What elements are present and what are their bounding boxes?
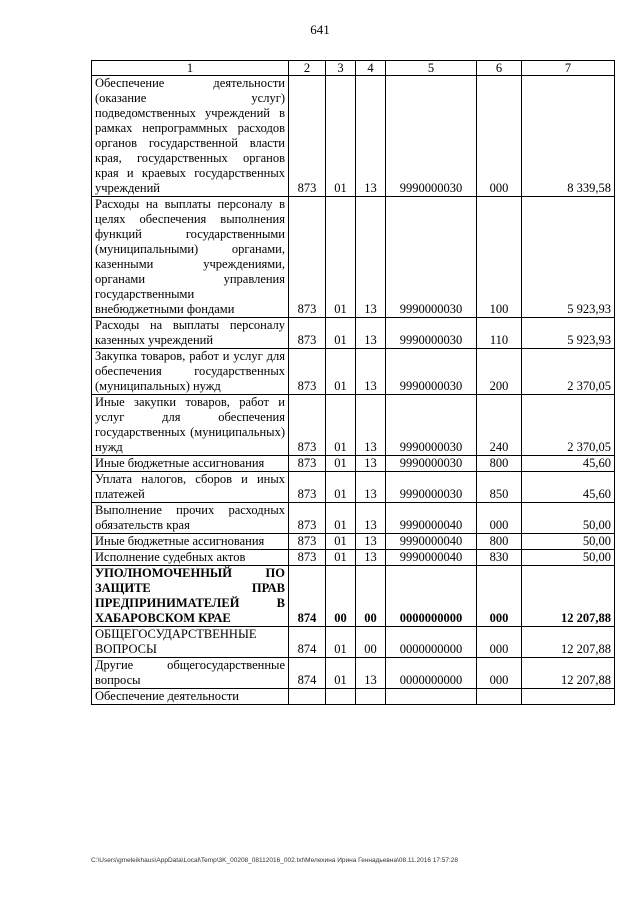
cell-admin-code: 874 [289,566,326,627]
cell-target-article: 9990000040 [386,503,477,534]
table-row [92,503,615,534]
table-row [92,658,615,689]
cell-target-article: 0000000000 [386,566,477,627]
row-name: Другие общегосударственные вопросы [92,658,289,689]
cell-subsection: 00 [356,566,386,627]
table-row [92,472,615,503]
table-row [92,566,615,627]
cell-amount: 45,60 [522,456,615,472]
cell-target-article: 9990000040 [386,534,477,550]
cell-section: 01 [326,197,356,318]
cell-section: 01 [326,534,356,550]
cell-section: 01 [326,318,356,349]
row-name: Закупка товаров, работ и услуг для обеспечения государственных (муниципальных) нужд [92,349,289,395]
row-name: Иные бюджетные ассигнования [92,456,289,472]
row-name: Обеспечение деятельности (оказание услуг) подведомственных учреждений в рамках непрограммных расходов органов государственной власти края, государственных органов края и краевых государственных учреждений [92,76,289,197]
cell-amount: 5 923,93 [522,318,615,349]
row-name: Расходы на выплаты персоналу казенных учреждений [92,318,289,349]
cell-expense-type: 000 [477,658,522,689]
cell-admin-code: 873 [289,472,326,503]
table-row [92,197,615,318]
cell-amount: 12 207,88 [522,658,615,689]
cell-amount: 2 370,05 [522,349,615,395]
table-row [92,318,615,349]
cell-expense-type: 850 [477,472,522,503]
cell-expense-type: 800 [477,534,522,550]
cell-section: 01 [326,472,356,503]
cell-amount: 2 370,05 [522,395,615,456]
cell-amount: 8 339,58 [522,76,615,197]
cell-admin-code: 873 [289,349,326,395]
cell-expense-type: 830 [477,550,522,566]
column-header: 5 [386,61,477,76]
cell-target-article: 9990000030 [386,197,477,318]
cell-subsection: 13 [356,76,386,197]
cell-subsection: 13 [356,658,386,689]
cell-subsection: 00 [356,627,386,658]
cell-section: 00 [326,566,356,627]
cell-target-article: 9990000030 [386,395,477,456]
row-name: ОБЩЕГОСУДАРСТВЕННЫЕ ВОПРОСЫ [92,627,289,658]
cell-subsection: 13 [356,456,386,472]
cell-target-article: 9990000030 [386,349,477,395]
cell-expense-type: 000 [477,566,522,627]
row-name: Обеспечение деятельности [92,689,289,705]
cell-target-article: 9990000030 [386,472,477,503]
table-row [92,349,615,395]
cell-target-article: 9990000030 [386,456,477,472]
table-row [92,76,615,197]
cell-target-article: 9990000030 [386,76,477,197]
column-header: 1 [92,61,289,76]
cell-amount: 45,60 [522,472,615,503]
column-header: 3 [326,61,356,76]
cell-subsection: 13 [356,550,386,566]
cell-subsection: 13 [356,395,386,456]
cell-amount: 5 923,93 [522,197,615,318]
row-name: Иные закупки товаров, работ и услуг для обеспечения государственных (муниципальных) нужд [92,395,289,456]
cell-target-article: 0000000000 [386,658,477,689]
cell-subsection: 13 [356,472,386,503]
column-header: 4 [356,61,386,76]
cell-section: 01 [326,627,356,658]
column-header: 2 [289,61,326,76]
cell-expense-type: 240 [477,395,522,456]
cell-admin-code: 874 [289,658,326,689]
table-row [92,395,615,456]
cell-section: 01 [326,503,356,534]
cell-admin-code: 873 [289,456,326,472]
table-row [92,550,615,566]
cell-subsection: 13 [356,197,386,318]
column-header: 7 [522,61,615,76]
cell-amount: 12 207,88 [522,566,615,627]
cell-admin-code: 873 [289,503,326,534]
cell-expense-type: 200 [477,349,522,395]
cell-subsection: 13 [356,503,386,534]
footer-file-path: C:\Users\gmeleikhaus\AppData\Local\Temp\3K_00208_08112016_002.txt\Мелехина Ирина Геннадьевна\08.11.2016 17:57:28 [91,857,459,864]
cell-section: 01 [326,658,356,689]
cell-admin-code: 873 [289,318,326,349]
cell-target-article [386,689,477,705]
cell-admin-code: 873 [289,534,326,550]
cell-admin-code: 873 [289,395,326,456]
cell-section: 01 [326,349,356,395]
cell-section: 01 [326,76,356,197]
cell-subsection: 13 [356,349,386,395]
row-name: УПОЛНОМОЧЕННЫЙ ПО ЗАЩИТЕ ПРАВ ПРЕДПРИНИМАТЕЛЕЙ В ХАБАРОВСКОМ КРАЕ [92,566,289,627]
cell-amount: 12 207,88 [522,627,615,658]
cell-expense-type: 000 [477,627,522,658]
row-name: Расходы на выплаты персоналу в целях обеспечения выполнения функций государственными (муниципальными) органами, казенными учреждениями, органами управления государственными внебюджетными фондами [92,197,289,318]
cell-target-article: 9990000030 [386,318,477,349]
cell-section [326,689,356,705]
cell-admin-code: 874 [289,627,326,658]
cell-subsection: 13 [356,534,386,550]
cell-expense-type: 800 [477,456,522,472]
cell-expense-type [477,689,522,705]
cell-target-article: 0000000000 [386,627,477,658]
cell-admin-code: 873 [289,76,326,197]
page-number: 641 [310,22,330,37]
column-header-row [92,61,615,76]
row-name: Исполнение судебных актов [92,550,289,566]
cell-subsection [356,689,386,705]
row-name: Иные бюджетные ассигнования [92,534,289,550]
cell-expense-type: 100 [477,197,522,318]
budget-table [91,60,615,705]
cell-target-article: 9990000040 [386,550,477,566]
cell-amount: 50,00 [522,503,615,534]
row-name: Выполнение прочих расходных обязательств края [92,503,289,534]
column-header: 6 [477,61,522,76]
row-name: Уплата налогов, сборов и иных платежей [92,472,289,503]
cell-admin-code [289,689,326,705]
cell-amount: 50,00 [522,550,615,566]
table-row [92,456,615,472]
table-row [92,689,615,705]
cell-amount [522,689,615,705]
cell-section: 01 [326,395,356,456]
cell-expense-type: 000 [477,503,522,534]
cell-admin-code: 873 [289,550,326,566]
cell-expense-type: 000 [477,76,522,197]
cell-section: 01 [326,456,356,472]
cell-amount: 50,00 [522,534,615,550]
table-row [92,627,615,658]
table-row [92,534,615,550]
cell-expense-type: 110 [477,318,522,349]
cell-subsection: 13 [356,318,386,349]
cell-section: 01 [326,550,356,566]
cell-admin-code: 873 [289,197,326,318]
